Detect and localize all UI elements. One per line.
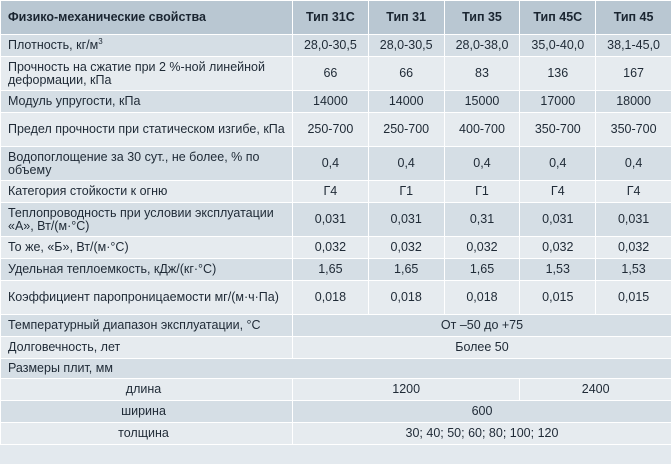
cell: 0,031 [368,203,444,237]
header-type-35: Тип 35 [444,1,520,35]
cell: 14000 [368,91,444,113]
cell: 0,4 [293,147,369,181]
cell: 28,0-30,5 [293,35,369,57]
cell: 28,0-38,0 [444,35,520,57]
cell: 38,1-45,0 [596,35,671,57]
cell: 83 [444,57,520,91]
cell: 0,032 [520,237,596,259]
cell: 1,53 [520,259,596,281]
row-label: Коэффициент паропроницаемости мг/(м·ч·Па) [1,281,293,315]
cell: 0,032 [444,237,520,259]
cell: 136 [520,57,596,91]
cell: 18000 [596,91,671,113]
cell: 1,65 [444,259,520,281]
cell: 0,018 [293,281,369,315]
table-row [1,281,671,315]
header-type-45: Тип 45 [596,1,671,35]
table-row [1,91,671,113]
size-length-value-a: 1200 [293,379,520,401]
table-row [1,259,671,281]
table-row [1,315,671,337]
cell: Г1 [368,181,444,203]
cell: 66 [293,57,369,91]
cell: 0,4 [444,147,520,181]
table-row [1,113,671,147]
cell: 167 [596,57,671,91]
cell: 1,65 [293,259,369,281]
cell: 17000 [520,91,596,113]
cell: 250-700 [368,113,444,147]
cell: 0,4 [368,147,444,181]
size-thickness-value: 30; 40; 50; 60; 80; 100; 120 [293,423,671,445]
size-thickness-label: толщина [1,423,293,445]
row-label: Удельная теплоемкость, кДж/(кг·°С) [1,259,293,281]
cell: 15000 [444,91,520,113]
size-width-value: 600 [293,401,671,423]
table-row [1,181,671,203]
temp-range-value: От –50 до +75 [293,315,671,337]
cell: 1,65 [368,259,444,281]
cell: 0,031 [596,203,671,237]
table-row [1,337,671,359]
cell: 0,018 [368,281,444,315]
cell: 350-700 [520,113,596,147]
table-row [1,57,671,91]
table-row [1,35,671,57]
row-label: Прочность на сжатие при 2 %-ной линейной деформации, кПа [1,57,293,91]
cell: 66 [368,57,444,91]
header-type-31: Тип 31 [368,1,444,35]
cell: 0,31 [444,203,520,237]
row-label: Плотность, $кг/м^3$ [1,35,293,57]
cell: 35,0-40,0 [520,35,596,57]
table-row [1,147,671,181]
cell: Г4 [520,181,596,203]
row-label: Категория стойкости к огню [1,181,293,203]
cell: 0,4 [520,147,596,181]
table-row [1,203,671,237]
cell: 0,031 [293,203,369,237]
table-row [1,401,671,423]
table-row [1,237,671,259]
row-label: Температурный диапазон эксплуатации, °С [1,315,293,337]
cell: 400-700 [444,113,520,147]
cell: 0,4 [596,147,671,181]
cell: 0,015 [520,281,596,315]
cell: 28,0-30,5 [368,35,444,57]
cell: 0,015 [596,281,671,315]
cell: 1,53 [596,259,671,281]
durability-value: Более 50 [293,337,671,359]
cell: 350-700 [596,113,671,147]
size-length-label: длина [1,379,293,401]
header-properties: Физико-механические свойства [1,1,293,35]
header-row [1,1,671,35]
row-label: Предел прочности при статическом изгибе, кПа [1,113,293,147]
cell: Г4 [293,181,369,203]
cell: Г4 [596,181,671,203]
table-row [1,423,671,445]
row-label: То же, «Б», Вт/(м·°С) [1,237,293,259]
row-label: Водопоглощение за 30 сут., не более, % по объему [1,147,293,181]
row-label: Долговечность, лет [1,337,293,359]
cell: 0,031 [520,203,596,237]
cell: Г1 [444,181,520,203]
cell: 0,032 [368,237,444,259]
sizes-label: Размеры плит, мм [1,359,671,379]
row-label: Теплопроводность при условии эксплуатации «А», Вт/(м·°С) [1,203,293,237]
size-length-value-b: 2400 [520,379,671,401]
cell: 0,018 [444,281,520,315]
row-label: Модуль упругости, кПа [1,91,293,113]
cell: 0,032 [596,237,671,259]
cell: 250-700 [293,113,369,147]
table-row [1,379,671,401]
header-type-31c: Тип 31С [293,1,369,35]
table-row [1,359,671,379]
cell: 14000 [293,91,369,113]
header-type-45c: Тип 45С [520,1,596,35]
size-width-label: ширина [1,401,293,423]
cell: 0,032 [293,237,369,259]
